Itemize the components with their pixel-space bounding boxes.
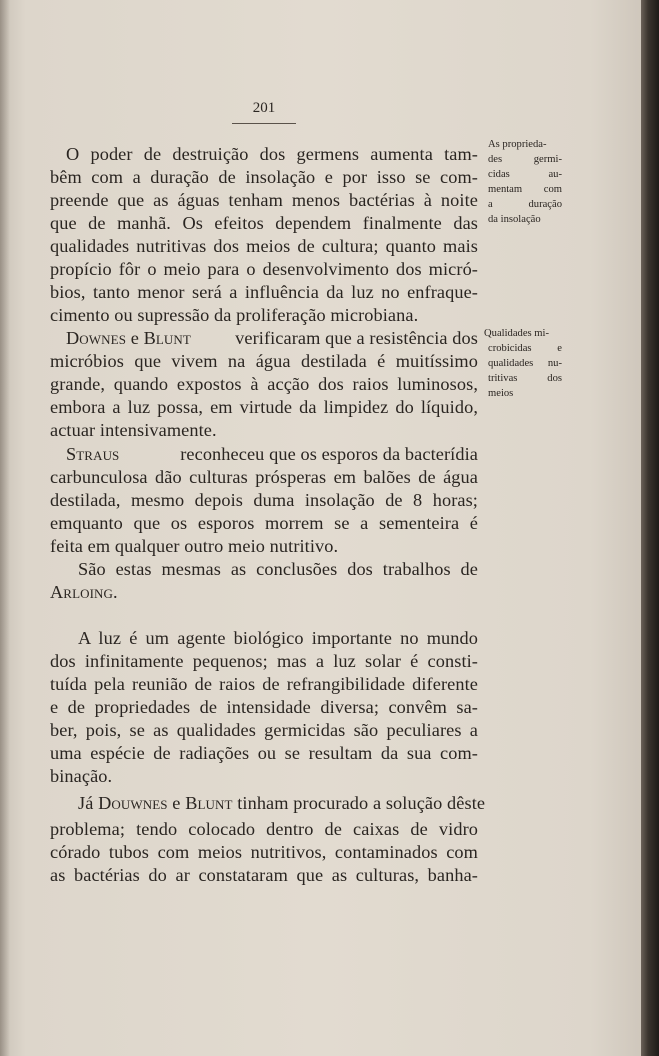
text-line: bêm com a duração de insolação e por isso se com- — [50, 167, 478, 187]
text-line-rest: verificaram que a resistência dos — [230, 328, 478, 348]
margin-note-line: meios — [488, 388, 514, 399]
text-line: feita em qualquer outro meio nutritivo. — [50, 536, 339, 556]
text-line: uma espécie de radiações ou se resultam da sua com- — [50, 743, 478, 763]
text-line: carbunculosa dão culturas prósperas em balões de água — [50, 467, 478, 487]
text-line-rest: . — [113, 582, 118, 602]
text-line: destilada, mesmo depois duma insolação de 8 horas; — [50, 490, 478, 510]
text-line — [50, 582, 118, 603]
margin-note-line: da insolação — [488, 214, 541, 225]
margin-note-line: Qualidades mi- — [484, 328, 550, 339]
text-line: micróbios que vivem na água destilada é muitíssimo — [50, 351, 478, 371]
text-line — [78, 793, 486, 814]
page-number-rule — [232, 123, 296, 124]
text-line: córado tubos com meios nutritivos, contaminados com — [50, 842, 478, 862]
text-line: emquanto que os esporos morrem se a sementeira é — [50, 513, 478, 533]
text-line: actuar intensivamente. — [50, 420, 217, 440]
margin-note-line: As proprieda- — [488, 139, 547, 150]
text-line: que de manhã. Os efeitos dependem finalmente das — [50, 213, 478, 233]
text-line-rest: reconheceu que os esporos da bacterídia — [175, 444, 478, 464]
text-prefix: Já — [78, 793, 99, 813]
text-line: dos infinitamente pequenos; mas a luz solar é consti- — [50, 651, 478, 671]
margin-note-line: tritivas dos — [488, 373, 562, 384]
text-line — [66, 444, 478, 465]
text-line: preende que as águas tenham menos bactérias à noite — [50, 190, 478, 210]
text-joiner: e — [126, 328, 144, 348]
author-name: Douwnes — [98, 793, 168, 813]
author-name: Blunt — [185, 793, 233, 813]
author-name: Downes — [66, 328, 127, 348]
text-line: O poder de destruição dos germens aumenta tam- — [66, 144, 478, 164]
text-line: tuída pela reunião de raios de refrangibilidade diferente — [50, 674, 478, 694]
author-name: Arloing — [50, 582, 114, 602]
text-line: grande, quando expostos à acção dos raios luminosos, — [50, 374, 478, 394]
text-line: problema; tendo colocado dentro de caixas de vidro — [50, 819, 478, 839]
text-line: ber, pois, se as qualidades germicidas são peculiares a — [50, 720, 478, 740]
margin-note-line: cidas au- — [488, 169, 562, 180]
margin-note-line: qualidades nu- — [488, 358, 562, 369]
text-line: qualidades nutritivas dos meios de cultura; quanto mais — [50, 236, 478, 256]
text-line: São estas mesmas as conclusões dos trabalhos de — [78, 559, 478, 579]
text-line: binação. — [50, 766, 113, 786]
text-line: as bactérias do ar constataram que as culturas, banha- — [50, 865, 478, 885]
text-line-start — [66, 328, 191, 349]
author-name: Blunt — [143, 328, 191, 348]
margin-note-line: a duração — [488, 199, 562, 210]
text-joiner: e — [167, 793, 186, 813]
text-line — [66, 328, 478, 349]
text-line: e de propriedades de intensidade diversa; convêm sa- — [50, 697, 478, 717]
margin-note-line: mentam com — [488, 184, 562, 195]
author-name: Straus — [66, 444, 120, 464]
book-page-edge — [641, 0, 659, 1056]
page-number: 201 — [252, 100, 276, 116]
text-line-start — [78, 793, 233, 814]
text-line: bios, tanto menor será a influência da luz no enfraque- — [50, 282, 478, 302]
text-line-rest: tinham procurado a solução dêste — [232, 793, 486, 813]
margin-note-line: des germi- — [488, 154, 562, 165]
text-line: cimento ou supressão da proliferação microbiana. — [50, 305, 419, 325]
text-line: embora a luz possa, em virtude da limpidez do líquido, — [50, 397, 478, 417]
text-line: A luz é um agente biológico importante no mundo — [78, 628, 478, 648]
margin-note-line: crobicidas e — [488, 343, 562, 354]
binding-shadow — [0, 0, 10, 1056]
text-line: propício fôr o meio para o desenvolvimento dos micró- — [50, 259, 478, 279]
